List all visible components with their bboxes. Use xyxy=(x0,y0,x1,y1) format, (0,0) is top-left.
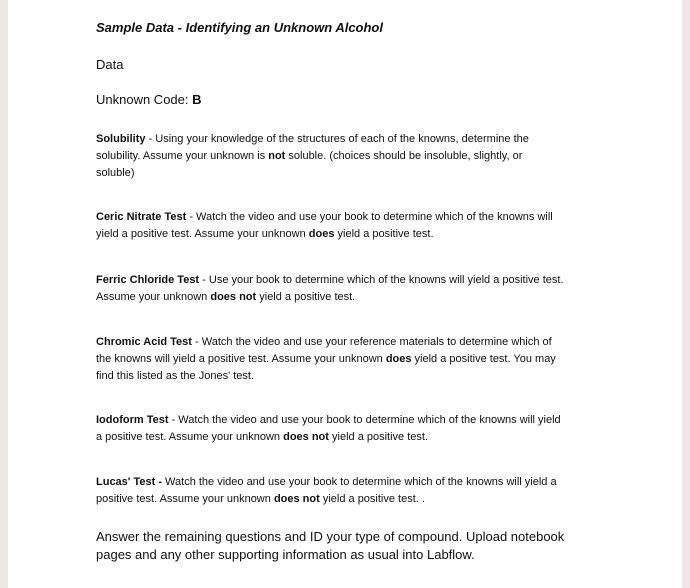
text-line xyxy=(96,429,561,446)
text: - Use your book to determine which of the knowns will yield a positive test. xyxy=(199,274,564,286)
text: - Watch the video and use your book to determine which of the knowns will yield xyxy=(168,414,561,426)
bold-text: not xyxy=(268,150,286,162)
document-page xyxy=(8,0,682,588)
document-title: Sample Data - Identifying an Unknown Alcohol xyxy=(96,20,383,35)
section-ferric-chloride xyxy=(96,272,564,306)
bold-text: does not xyxy=(273,493,320,505)
bold-text: Solubility xyxy=(96,133,146,145)
text: yield a positive test. xyxy=(334,228,434,240)
text-line xyxy=(96,368,556,385)
text-line xyxy=(96,412,561,429)
text-line xyxy=(96,165,529,182)
text-line xyxy=(96,474,557,491)
bold-text: does not xyxy=(210,291,257,303)
section-solubility xyxy=(96,131,529,182)
bold-text: Lucas' Test - xyxy=(96,476,166,488)
text: Assume your unknown xyxy=(96,291,211,303)
section-chromic-acid xyxy=(96,334,556,385)
text: yield a positive test. You may xyxy=(411,353,556,365)
text-line xyxy=(96,209,553,226)
section-closing xyxy=(96,528,564,564)
bold-text: does not xyxy=(283,431,329,443)
bold-text: does xyxy=(385,353,412,365)
text: the knowns will yield a positive test. Assume your unknown xyxy=(96,353,386,365)
bold-text: does xyxy=(308,228,335,240)
bold-text: Ferric Chloride Test xyxy=(96,274,200,286)
section-ceric-nitrate xyxy=(96,209,553,243)
text-line xyxy=(96,491,557,508)
text: pages and any other supporting information as usual into Labflow. xyxy=(96,547,475,562)
text-line xyxy=(96,528,564,546)
unknown-code xyxy=(96,91,202,109)
text: Watch the video and use your book to determine which of the knowns will yield a xyxy=(165,476,557,488)
text-line xyxy=(96,289,564,306)
bold-text: Iodoform Test xyxy=(96,414,169,426)
text-line xyxy=(96,351,556,368)
unknown-code-label: Unknown Code: xyxy=(96,92,193,107)
text: a positive test. Assume your unknown xyxy=(96,431,284,443)
text-line xyxy=(96,334,556,351)
text: - Watch the video and use your reference materials to determine which of xyxy=(191,336,552,348)
section-iodoform xyxy=(96,412,561,446)
unknown-code-value: B xyxy=(192,92,202,107)
text: yield a positive test. Assume your unknown xyxy=(96,228,309,240)
text: yield a positive test. xyxy=(256,291,356,303)
text-line xyxy=(96,546,564,564)
text: - Using your knowledge of the structures of each of the knowns, determine the xyxy=(145,133,529,145)
bold-text: Chromic Acid Test xyxy=(96,336,192,348)
text: find this listed as the Jones' test. xyxy=(96,370,255,382)
text: - Watch the video and use your book to determine which of the knowns will xyxy=(186,211,553,223)
bold-text: Ceric Nitrate Test xyxy=(96,211,187,223)
text: soluble. (choices should be insoluble, slightly, or xyxy=(285,150,523,162)
text: yield a positive test. . xyxy=(319,493,425,505)
text-line xyxy=(96,131,529,148)
text-line xyxy=(96,272,564,289)
text: yield a positive test. xyxy=(328,431,429,443)
text: positive test. Assume your unknown xyxy=(96,493,274,505)
text: soluble) xyxy=(96,167,135,179)
data-heading: Data xyxy=(96,57,124,72)
text-line xyxy=(96,226,553,243)
text-line xyxy=(96,148,529,165)
text: Answer the remaining questions and ID your type of compound. Upload notebook xyxy=(96,529,565,544)
section-lucas xyxy=(96,474,557,508)
text: solubility. Assume your unknown is xyxy=(96,150,269,162)
